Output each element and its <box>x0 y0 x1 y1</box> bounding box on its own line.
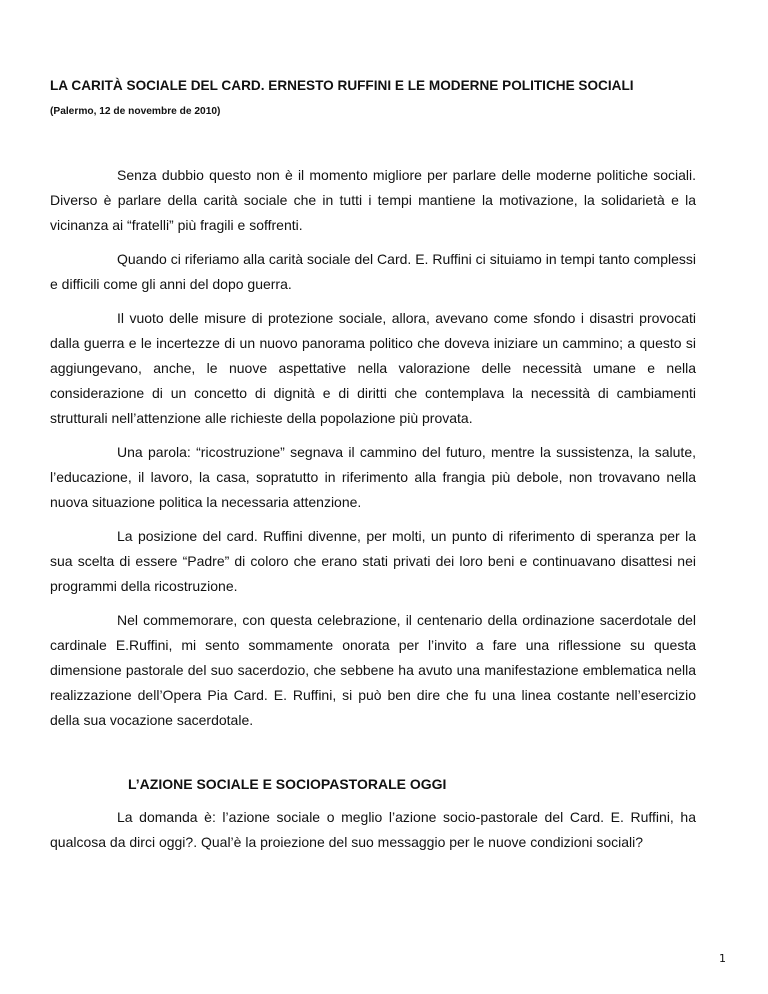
page-number: 1 <box>719 952 726 965</box>
paragraph: Senza dubbio questo non è il momento migliore per parlare delle moderne politiche sociali. Diverso è parlare della carità sociale che in tutti i tempi mantiene la motivazione, la solidarietà e la vicinanza ai “fratelli” più fragili e soffrenti. <box>50 167 696 233</box>
document-subtitle: (Palermo, 12 de novembre de 2010) <box>50 106 221 117</box>
paragraph: La posizione del card. Ruffini divenne, per molti, un punto di riferimento di speranza per la sua scelta di essere “Padre” di coloro che erano stati privati dei loro beni e continuavano disattesi nei programmi della ricostruzione. <box>50 528 696 594</box>
paragraph: Il vuoto delle misure di protezione sociale, allora, avevano come sfondo i disastri provocati dalla guerra e le incertezze di un nuovo panorama politico che doveva iniziare un cammino; a questo si aggiungevano, anche, le nuove aspettative nella valorazione delle necessità umane e nella considerazione di un concetto di dignità e di diritti che contemplava la necessità di cambiamenti strutturali nell’attenzione alle richieste della popolazione più provata. <box>50 310 696 426</box>
paragraph: Una parola: “ricostruzione” segnava il cammino del futuro, mentre la sussistenza, la salute, l’educazione, il lavoro, la casa, sopratutto in riferimento alla frangia più debole, non trovavano nella nuova situazione politica la necessaria attenzione. <box>50 444 696 510</box>
document-title: LA CARITÀ SOCIALE DEL CARD. ERNESTO RUFFINI E LE MODERNE POLITICHE SOCIALI <box>50 78 634 93</box>
paragraph: Nel commemorare, con questa celebrazione, il centenario della ordinazione sacerdotale del cardinale E.Ruffini, mi sento sommamente onorata per l’invito a fare una riflessione su questa dimensione pastorale del suo sacerdozio, che sebbene ha avuto una manifestazione emblematica nella realizzazione dell’Opera Pia Card. E. Ruffini, si può ben dire che fu una linea costante nell’esercizio della sua vocazione sacerdotale. <box>50 612 696 728</box>
paragraph: La domanda è: l’azione sociale o meglio l’azione socio-pastorale del Card. E. Ruffini, ha qualcosa da dirci oggi?. Qual’è la proiezione del suo messaggio per le nuove condizioni sociali? <box>50 809 696 850</box>
paragraph: Quando ci riferiamo alla carità sociale del Card. E. Ruffini ci situiamo in tempi tanto complessi e difficili come gli anni del dopo guerra. <box>50 251 696 292</box>
document-body <box>50 163 696 864</box>
section-heading: L’AZIONE SOCIALE E SOCIOPASTORALE OGGI <box>128 776 447 792</box>
